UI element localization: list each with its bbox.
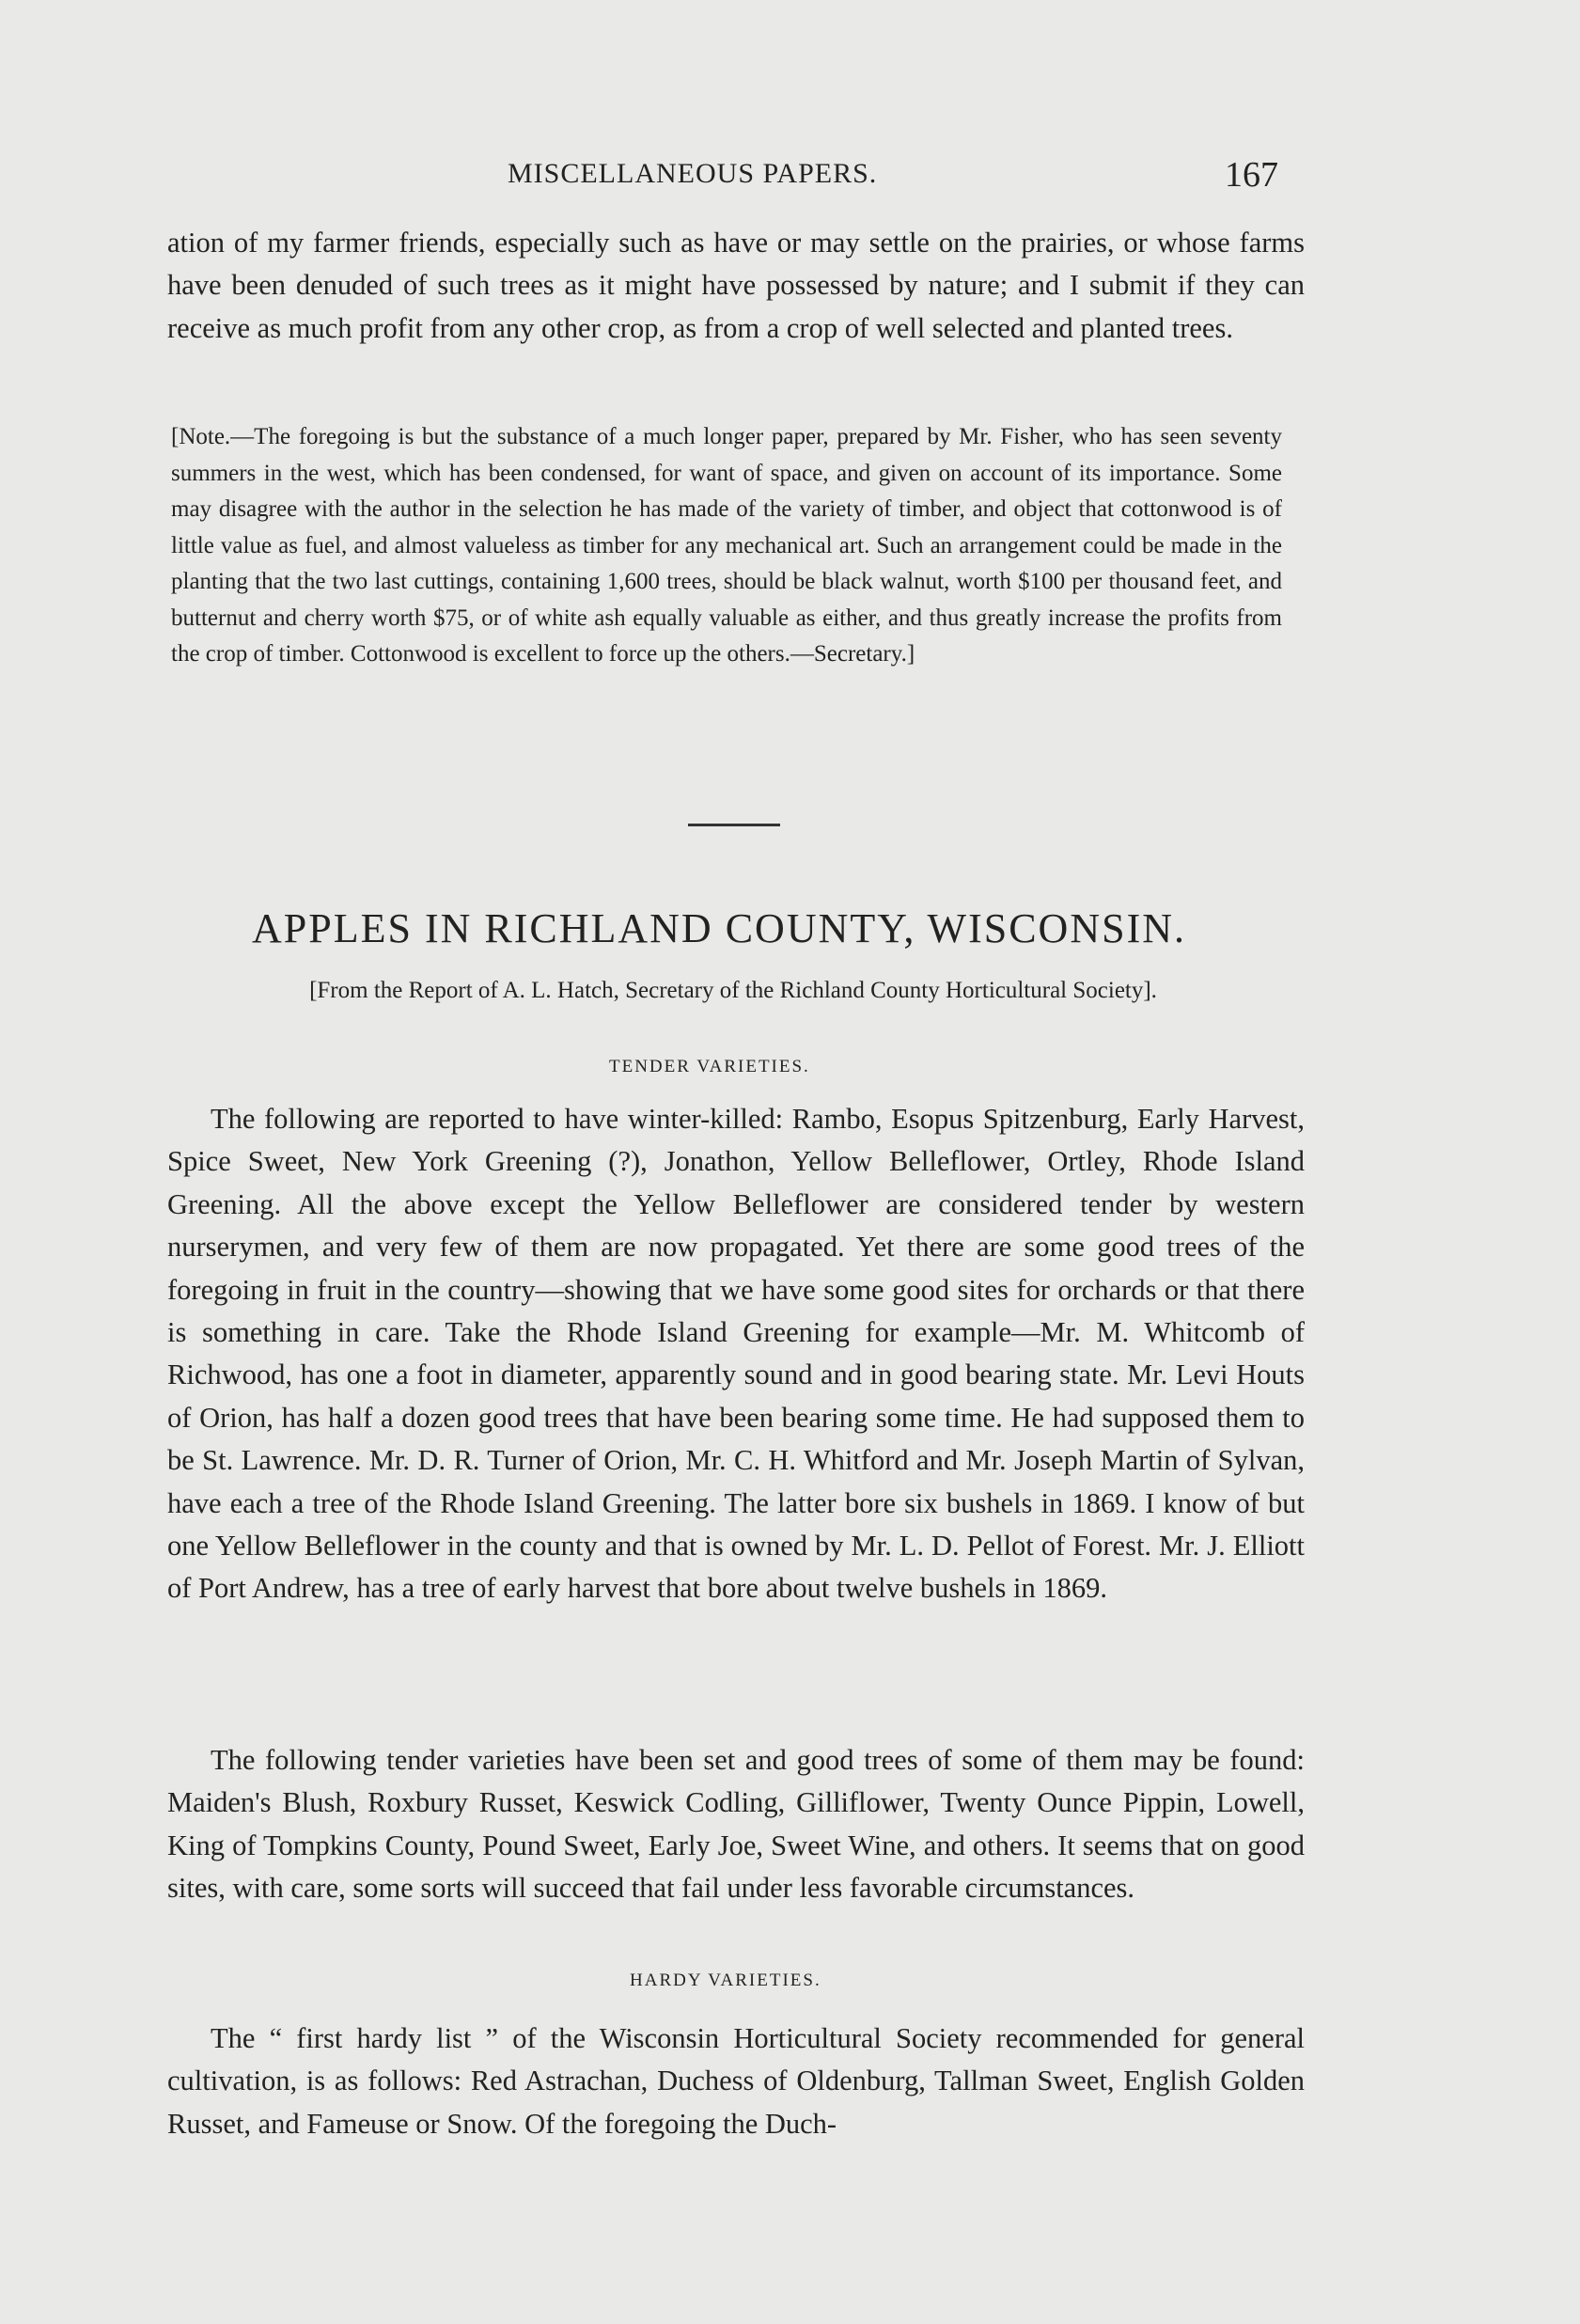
hardy-paragraph-1: The “ first hardy list ” of the Wisconsin Horticultural Society recommended for general cultivation, is as follows: Red Astrachan, Duchess of Oldenburg, Tallman Sweet, English Golden Russet, and Fameuse or Snow. Of the foregoing the Duch- xyxy=(167,2022,1305,2140)
running-head xyxy=(508,155,1278,199)
secretary-note: [Note.—The foregoing is but the substance of a much longer paper, prepared by Mr. Fisher, who has seen seventy summers in the west, which has been condensed, for want of space, and given on account of its importance. Some may disagree with the author in the selection he has made of the variety of timber, and object that cottonwood is of little value as fuel, and almost valueless as timber for any mechanical art. Such an arrangement could be made in the planting that the two last cuttings, containing 1,600 trees, should be black walnut, worth $100 per thousand feet, and butternut and cherry worth $75, or of white ash equally valuable as either, and thus greatly increase the profits from the crop of timber. Cottonwood is excellent to force up the others.—Secretary.] xyxy=(171,424,1282,667)
intro-paragraph: ation of my farmer friends, especially such as have or may settle on the prairies, or whose farms have been denuded of such trees as it might have possessed by nature; and I submit if they can receive as much profit from any other crop, as from a crop of well selected and planted trees. xyxy=(167,227,1305,344)
running-title: MISCELLANEOUS PAPERS. xyxy=(508,158,878,189)
tender-paragraph-2: The following tender varieties have been set and good trees of some of them may be found: Maiden's Blush, Roxbury Russet, Keswick Codling, Gilliflower, Twenty Ounce Pippin, Lowell, King of Tompkins County, Pound Sweet, Early Joe, Sweet Wine, and others. It seems that on good sites, with care, some sorts will succeed that fail under less favorable circumstances. xyxy=(167,1744,1305,1905)
hardy-varieties-heading: HARDY VARIETIES. xyxy=(630,1971,821,1990)
tender-paragraph-1: The following are reported to have winter-killed: Rambo, Esopus Spitzenburg, Early Harvest, Spice Sweet, New York Greening (?), Jonathon, Yellow Belleflower, Ortley, Rhode Island Greening. All the above except the Yellow Belleflower are considered tender by western nurserymen, and very few of them are now propagated. Yet there are some good trees of the foregoing in fruit in the country—showing that we have some good sites for orchards or that there is something in care. Take the Rhode Island Greening for example—Mr. M. Whitcomb of Richwood, has one a foot in diameter, apparently sound and in good bearing state. Mr. Levi Houts of Orion, has half a dozen good trees that have been bearing some time. He had supposed them to be St. Lawrence. Mr. D. R. Turner of Orion, Mr. C. H. Whitford and Mr. Joseph Martin of Sylvan, have each a tree of the Rhode Island Greening. The latter bore six bushels in 1869. I know of but one Yellow Belleflower in the county and that is owned by Mr. L. D. Pellot of Forest. Mr. J. Elliott of Port Andrew, has a tree of early harvest that bore about twelve bushels in 1869. xyxy=(167,1103,1305,1605)
page-number: 167 xyxy=(1225,155,1278,195)
article-source: [From the Report of A. L. Hatch, Secretary of the Richland County Horticultural Society]. xyxy=(309,978,1157,1003)
section-divider xyxy=(688,824,780,826)
article-title: APPLES IN RICHLAND COUNTY, WISCONSIN. xyxy=(252,905,1187,951)
tender-varieties-heading: TENDER VARIETIES. xyxy=(609,1057,810,1076)
